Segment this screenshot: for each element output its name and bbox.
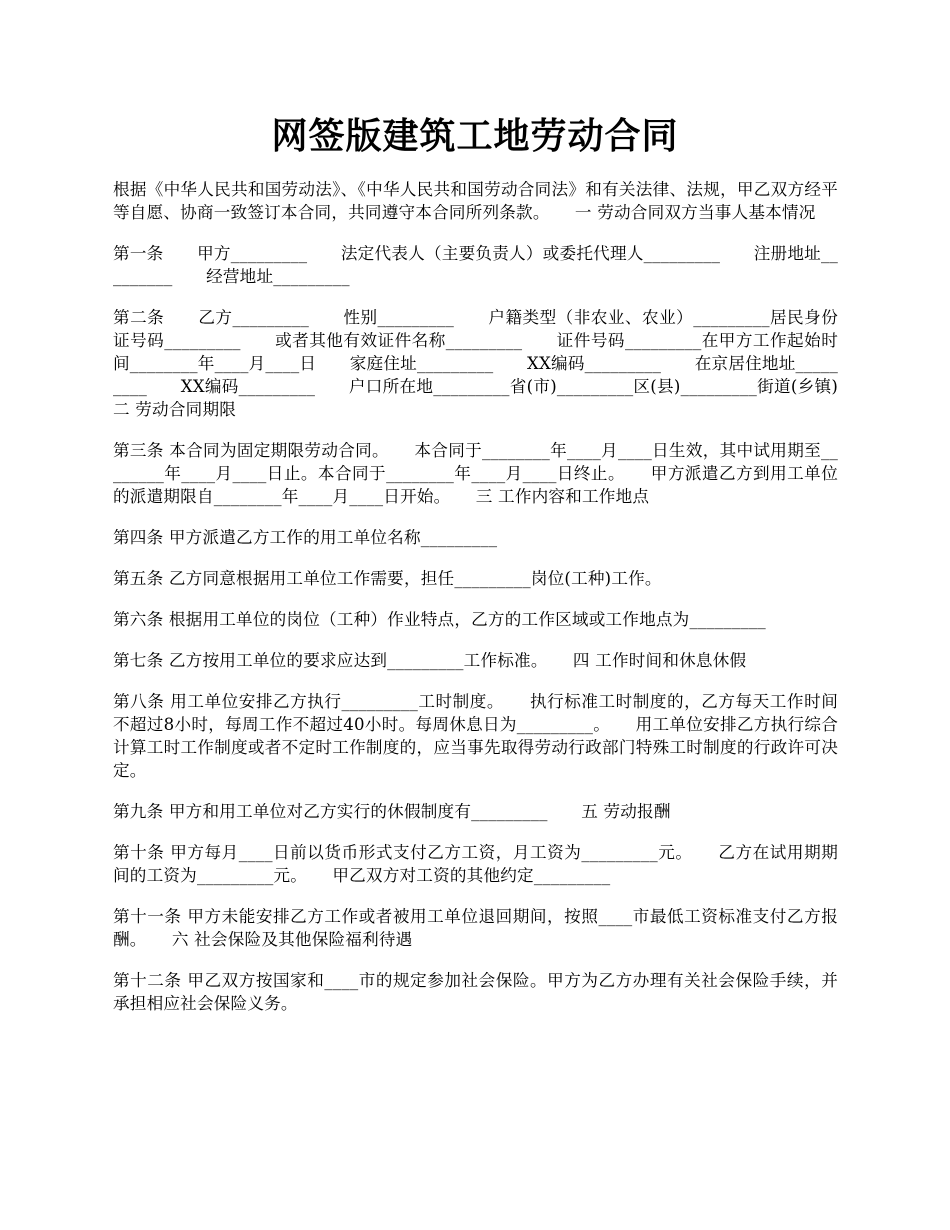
paragraph-article-3: 第三条 本合同为固定期限劳动合同。 本合同于________年____月____日生效，其中试用期至________年____月____日止。本合同于________年____月____日终止。 甲方派遣乙方到用工单位的派遣期限自________年____月____日开始。 三 工作内容和工作地点 [113, 441, 838, 506]
paragraph-article-6: 第六条 根据用工单位的岗位（工种）作业特点，乙方的工作区域或工作地点为_________ [113, 610, 766, 629]
paragraph-article-8: 第八条 用工单位安排乙方执行_________工时制度。 执行标准工时制度的，乙方每天工作时间不超过8小时，每周工作不超过40小时。每周休息日为_________。 用工单位安排乙方执行综合计算工时工作制度或者不定时工作制度的，应当事先取得劳动行政部门特殊工时制度的行政许可决定。 [113, 692, 838, 780]
paragraph-article-10: 第十条 甲方每月____日前以货币形式支付乙方工资，月工资为_________元。 乙方在试用期期间的工资为_________元。 甲乙双方对工资的其他约定_________ [113, 843, 838, 885]
paragraph-article-2: 第二条 乙方_________ 性别_________ 户籍类型（非农业、农业）_________居民身份证号码_________ 或者其他有效证件名称_________ 证件号码_________在甲方工作起始时间________年____月____日 家庭住址_________ XX编码_________ 在京居住地址_________ XX编码_________ 户口所在地_________省(市)_________区(县)_________街道(乡镇) 二 劳动合同期限 [113, 308, 872, 419]
paragraph-article-7: 第七条 乙方按用工单位的要求应达到_________工作标准。 四 工作时间和休息休假 [113, 651, 747, 670]
document-title: 网签版建筑工地劳动合同 [271, 115, 679, 157]
document-body [113, 178, 872, 1033]
paragraph-article-1: 第一条 甲方_________ 法定代表人（主要负责人）或委托代理人_________ 注册地址_________ 经营地址_________ [113, 244, 838, 286]
paragraph-article-5: 第五条 乙方同意根据用工单位工作需要，担任_________岗位(工种)工作。 [113, 569, 662, 588]
paragraph-article-9: 第九条 甲方和用工单位对乙方实行的休假制度有_________ 五 劳动报酬 [113, 802, 671, 821]
paragraph-article-4: 第四条 甲方派遣乙方工作的用工单位名称_________ [113, 528, 498, 547]
paragraph-article-12: 第十二条 甲乙双方按国家和____市的规定参加社会保险。甲方为乙方办理有关社会保险手续，并承担相应社会保险义务。 [113, 971, 838, 1013]
paragraph-article-11: 第十一条 甲方未能安排乙方工作或者被用工单位退回期间，按照____市最低工资标准支付乙方报酬。 六 社会保险及其他保险福利待遇 [113, 907, 838, 949]
paragraph-preamble: 根据《中华人民共和国劳动法》、《中华人民共和国劳动合同法》和有关法律、法规，甲乙双方经平等自愿、协商一致签订本合同，共同遵守本合同所列条款。 一 劳动合同双方当事人基本情况 [113, 180, 838, 222]
